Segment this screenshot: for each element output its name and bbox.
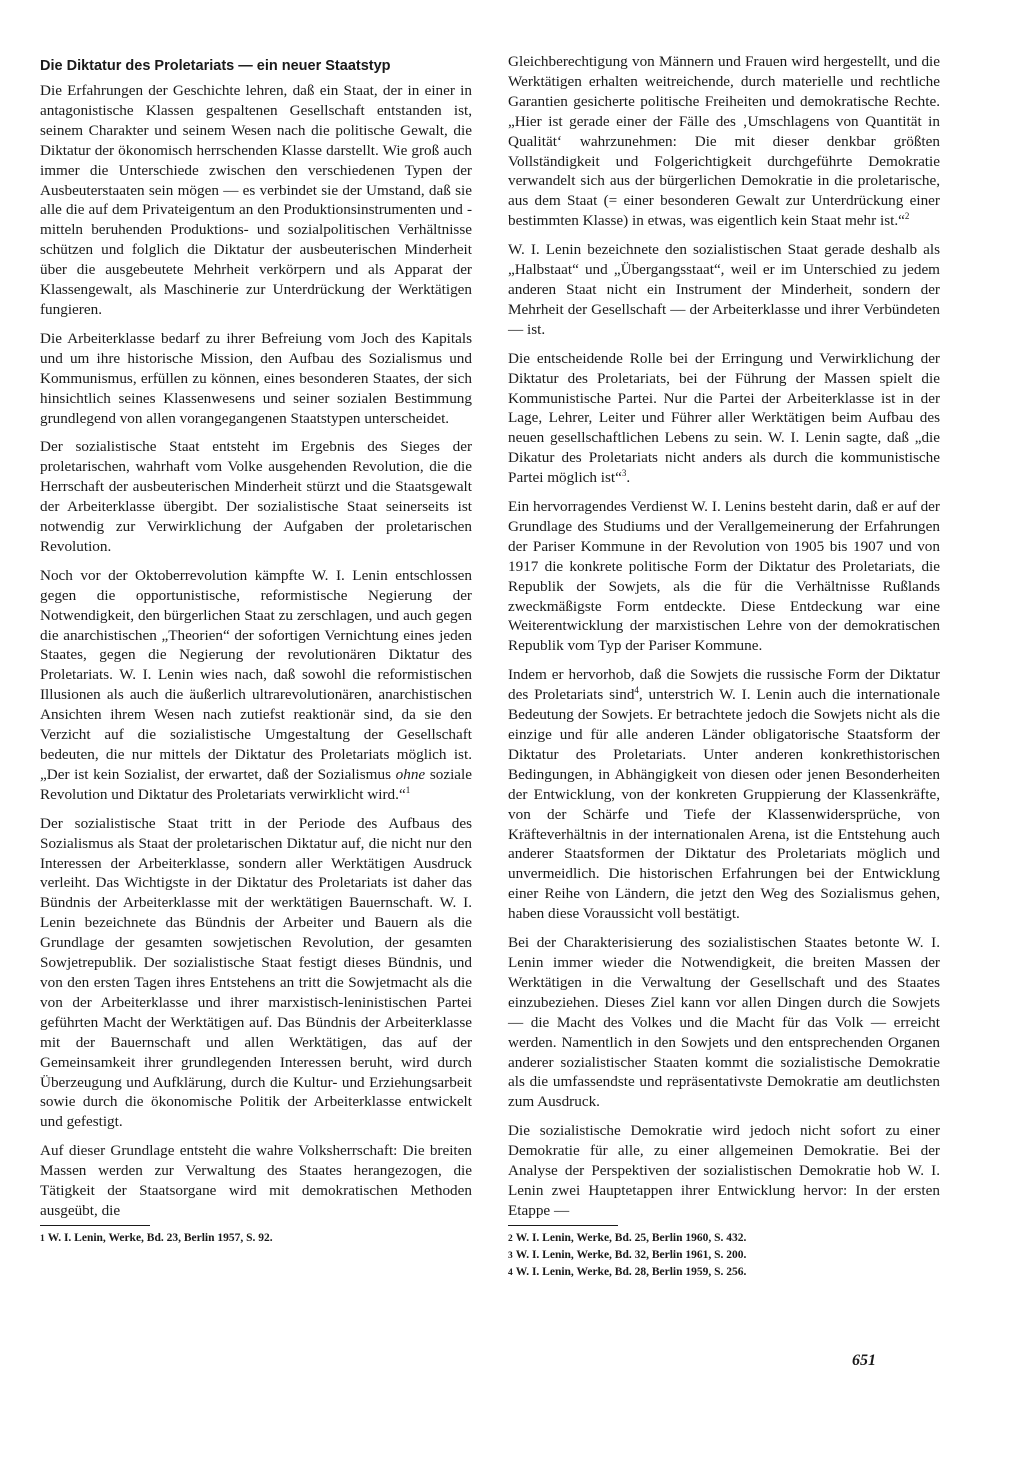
footnote-divider <box>40 1225 150 1226</box>
footnote <box>508 1230 940 1247</box>
paragraph <box>508 240 940 340</box>
paragraph-text: Ein hervorragendes Verdienst W. I. Lenins besteht darin, daß er auf der Grundlage des Studiums und der Verallgemeinerung der Erfahrungen der Pariser Kommune in der Revolution von 1905 bis 1907 und von 1917 die konkrete politische Form der Diktatur des Proletariats, die Republik der Sowjets, als die für die Verhältnisse Rußlands zweckmäßigste Form entdeckte. Diese Entdeckung war eine Weiterentwicklung der marxistischen Lehre von der demokratischen Republik vom Typ der Pariser Kommune. <box>508 498 940 655</box>
footnote-number: 4 <box>508 1267 513 1278</box>
paragraph-text: Gleichberechtigung von Männern und Frauen wird hergestellt, und die Werktätigen erhalten weitreichende, durch materielle und rechtliche Garantien gesicherte politische Freiheiten und demokratische Rechte. „Hier ist gerade einer der Fälle des ‚Umschlagens von Quantität in Qualität‘ wahrzunehmen: Die mit dieser denkbar größten Vollständigkeit und Folgerichtigkeit durchgeführte Demokratie verwandelt sich aus der bürgerlichen Demokratie in die proletarische, aus dem Staat (= einer besonderen Gewalt zur Unterdrückung einer bestimmten Klasse) in etwas, was eigentlich kein Staat mehr ist.“ <box>508 53 940 230</box>
paragraph-text: Auf dieser Grundlage entsteht die wahre Volksherrschaft: Die breiten Massen werden zur Verwaltung des Staates herangezogen, die Tätigkeit der Staatsorgane wird mit demokratischen Methoden ausgeübt, die <box>40 1142 472 1219</box>
paragraph-text: Die sozialistische Demokratie wird jedoch nicht sofort zu einer Demokratie für alle, zu einer allgemeinen Demokratie. Bei der Analyse der Perspektiven der sozialistischen Demokratie hob W. I. Lenin zwei Hauptetappen ihrer Entwicklung hervor: In der ersten Etappe — <box>508 1122 940 1219</box>
paragraph-text: , unterstrich W. I. Lenin auch die internationale Bedeutung der Sowjets. Er betrachtete jedoch die Sowjets nicht als die einzige und für alle anderen Länder obligatorische Staatsform der Diktatur des Proletariats. Unter anderen konkrethistorischen Bedingungen, in Abhängigkeit von diesen oder jenen Besonderheiten der Entwicklung, von der konkreten Gruppierung der Klassenkräfte, von der Schärfe und Tiefe der Klassenwidersprüche, von Kräfteverhältnis in der internationalen Arena, ist die Entstehung auch anderer Staatsformen der Diktatur des Proletariats möglich und unvermeidlich. Die historischen Erfahrungen bei der Entwicklung einer Reihe von Ländern, die jetzt den Weg des Sozialismus gehen, haben diese Voraussicht voll bestätigt. <box>508 686 940 923</box>
paragraph-text: . <box>626 469 631 487</box>
paragraph-text: W. I. Lenin bezeichnete den sozialistischen Staat gerade deshalb als „Halbstaat“ und „Übergangsstaat“, weil er im Unterschied zu jedem anderen Staat nicht ein Instrument der Minderheit, sondern der Mehrheit der Gesellschaft — der Arbeiterklasse und ihrer Verbündeten — ist. <box>508 241 940 338</box>
paragraph-text: Indem er hervorhob, daß die Sowjets die russische Form der Diktatur des Proletariats sind <box>508 666 940 704</box>
paragraph <box>508 52 940 231</box>
footnote-marker: 3 <box>621 468 627 479</box>
paragraph <box>40 329 472 429</box>
paragraph <box>40 437 472 556</box>
section-heading: Die Diktatur des Proletariats — ein neuer Staatstyp <box>40 58 391 74</box>
paragraph-text: soziale Revolution und Diktatur des Proletariats verwirklicht wird.“ <box>40 765 472 803</box>
paragraph <box>508 349 940 488</box>
footnote <box>508 1247 940 1264</box>
paragraph-text: Noch vor der Oktoberrevolution kämpfte W. I. Lenin entschlossen gegen die opportunistische, reformistische Negierung der Notwendigkeit, den bürgerlichen Staat zu zerschlagen, und auch gegen die anarchistischen „Theorien“ der sofortigen Vernichtung eines jeden Staates, gegen die Negierung der revolutionären Diktatur des Proletariats. W. I. Lenin wies nach, daß sowohl die reformistischen Illusionen als auch die äußerlich ultrarevolutionären, anarchistischen Ansichten ihrem Wesen nach zutiefst reaktionär sind, da sie den Verzicht auf die sozialistische Umgestaltung der Gesellschaft bedeuten, die nur mittels der Diktatur des Proletariats möglich ist. „Der ist kein Sozialist, der erwartet, daß der Sozialismus <box>40 566 472 783</box>
paragraph <box>508 933 940 1112</box>
paragraph-text: Der sozialistische Staat tritt in der Periode des Aufbaus des Sozialismus als Staat der proletarischen Diktatur auf, die nicht nur den Interessen der Arbeiterklasse, sondern aller Werktätigen Ausdruck verleiht. Das Wichtigste in der Diktatur des Proletariats ist daher das Bündnis der Arbeiterklasse mit der werktätigen Bauernschaft. W. I. Lenin bezeichnete das Bündnis der Arbeiter und Bauern als die Grundlage der gesamten sowjetischen Revolution, der gesamten Sowjetrepublik. Der sozialistische Staat festigt dieses Bündnis, und von den ersten Tagen ihres Entstehens an tritt die Sowjetmacht als die von der Arbeiterklasse und ihrer marxistisch-leninistischen Partei geführten Macht der Werktätigen auf. Das Bündnis der Arbeiterklasse mit der Bauernschaft und allen Werktätigen, das auf der Gemeinsamkeit ihrer grundlegenden Interessen beruht, wird durch Überzeugung und Aufklärung, durch die Kultur- und Erziehungsarbeit sowie durch die ökonomische Politik der Arbeiterklasse entwickelt und gefestigt. <box>40 814 472 1131</box>
paragraph <box>40 566 472 805</box>
footnote-divider <box>508 1225 618 1226</box>
footnote-marker: 2 <box>904 211 910 222</box>
paragraph-text: Die entscheidende Rolle bei der Erringung und Verwirklichung der Diktatur des Proletariats, bei der Führung der Massen spielt die Kommunistische Partei. Nur die Partei der Arbeiterklasse ist in der Lage, Lehrer, Leiter und Führer aller Werktätigen beim Aufbau des neuen gesellschaftlichen Lebens zu sein. W. I. Lenin sagte, daß „die Dikatur des Proletariats nicht anders als durch die kommunistische Partei möglich ist“ <box>508 349 940 487</box>
paragraph-text: Die Erfahrungen der Geschichte lehren, daß ein Staat, der in einer in antagonistische Klassen gespaltenen Gesellschaft entstanden ist, seinem Charakter und seinem Wesen nach die politische Gewalt, die Diktatur der ökonomisch herrschenden Klasse darstellt. Wie groß auch immer die Unterschiede zwischen den verschiedenen Typen der Ausbeuterstaaten sein mögen — es verbindet sie der Umstand, daß sie alle die auf dem Privateigentum an den Produktionsinstrumenten und -mitteln beruhenden Produktions- und sozialpolitischen Verhältnisse schützen und folglich die Diktatur der ausbeuterischen Minderheit über die ausgebeutete Mehrheit verkörpern und als Apparat der Klassengewalt, als Maschinerie zur Unterdrückung der Werktätigen fungieren. <box>40 82 472 318</box>
paragraph-text: Bei der Charakterisierung des sozialistischen Staates betonte W. I. Lenin immer wieder die Notwendigkeit, die breiten Massen der Werktätigen in die Verwaltung der Gesellschaft und des Staates einzubeziehen. Dieses Ziel kann vor allen Dingen durch die Sowjets — die Macht des Volkes und die Macht für das Volk — erreicht werden. Namentlich in den Sowjets und den entsprechenden Organen anderer sozialistischer Staaten kommt die sozialistische Demokratie als die umfassendste und repräsentativste Demokratie am deutlichsten zum Ausdruck. <box>508 934 940 1111</box>
footnote-text: W. I. Lenin, Werke, Bd. 28, Berlin 1959, S. 256. <box>515 1265 747 1278</box>
footnote-marker: 1 <box>405 784 411 795</box>
footnote-text: W. I. Lenin, Werke, Bd. 32, Berlin 1961, S. 200. <box>515 1248 747 1261</box>
footnote-text: W. I. Lenin, Werke, Bd. 23, Berlin 1957, S. 92. <box>47 1231 273 1244</box>
paragraph-text: Der sozialistische Staat entsteht im Ergebnis des Sieges der proletarischen, wahrhaft vom Volke ausgehenden Revolution, die die Herrschaft der ausbeuterischen Minderheit stürzt und die Staatsgewalt der Arbeiterklasse übergibt. Der sozialistische Staat seinerseits ist notwendig zur Verwirklichung der Aufgaben der proletarischen Revolution. <box>40 438 472 555</box>
footnote-number: 2 <box>508 1233 513 1244</box>
paragraph <box>508 665 940 924</box>
paragraph <box>40 814 472 1133</box>
paragraph-text: Die Arbeiterklasse bedarf zu ihrer Befreiung vom Joch des Kapitals und um ihre historische Mission, den Aufbau des Sozialismus und Kommunismus, erfüllen zu können, eines besonderen Staates, der sich hinsichtlich seines Klassenwesens und seiner sozialen Bestimmung grundlegend von allen vorangegangenen Staatstypen unterscheidet. <box>40 329 472 427</box>
right-column <box>508 52 940 1281</box>
footnote-text: W. I. Lenin, Werke, Bd. 25, Berlin 1960, S. 432. <box>515 1231 747 1244</box>
left-column <box>40 52 472 1247</box>
footnote-number: 1 <box>40 1233 45 1244</box>
paragraph <box>40 1141 472 1221</box>
paragraph <box>40 81 472 320</box>
paragraph <box>508 497 940 656</box>
footnote <box>40 1230 472 1247</box>
footnote-number: 3 <box>508 1250 513 1261</box>
footnote <box>508 1264 940 1281</box>
emphasis-text: ohne <box>395 765 426 783</box>
paragraph <box>508 1121 940 1221</box>
page-number: 651 <box>852 1352 876 1369</box>
footnote-marker: 4 <box>634 685 639 696</box>
